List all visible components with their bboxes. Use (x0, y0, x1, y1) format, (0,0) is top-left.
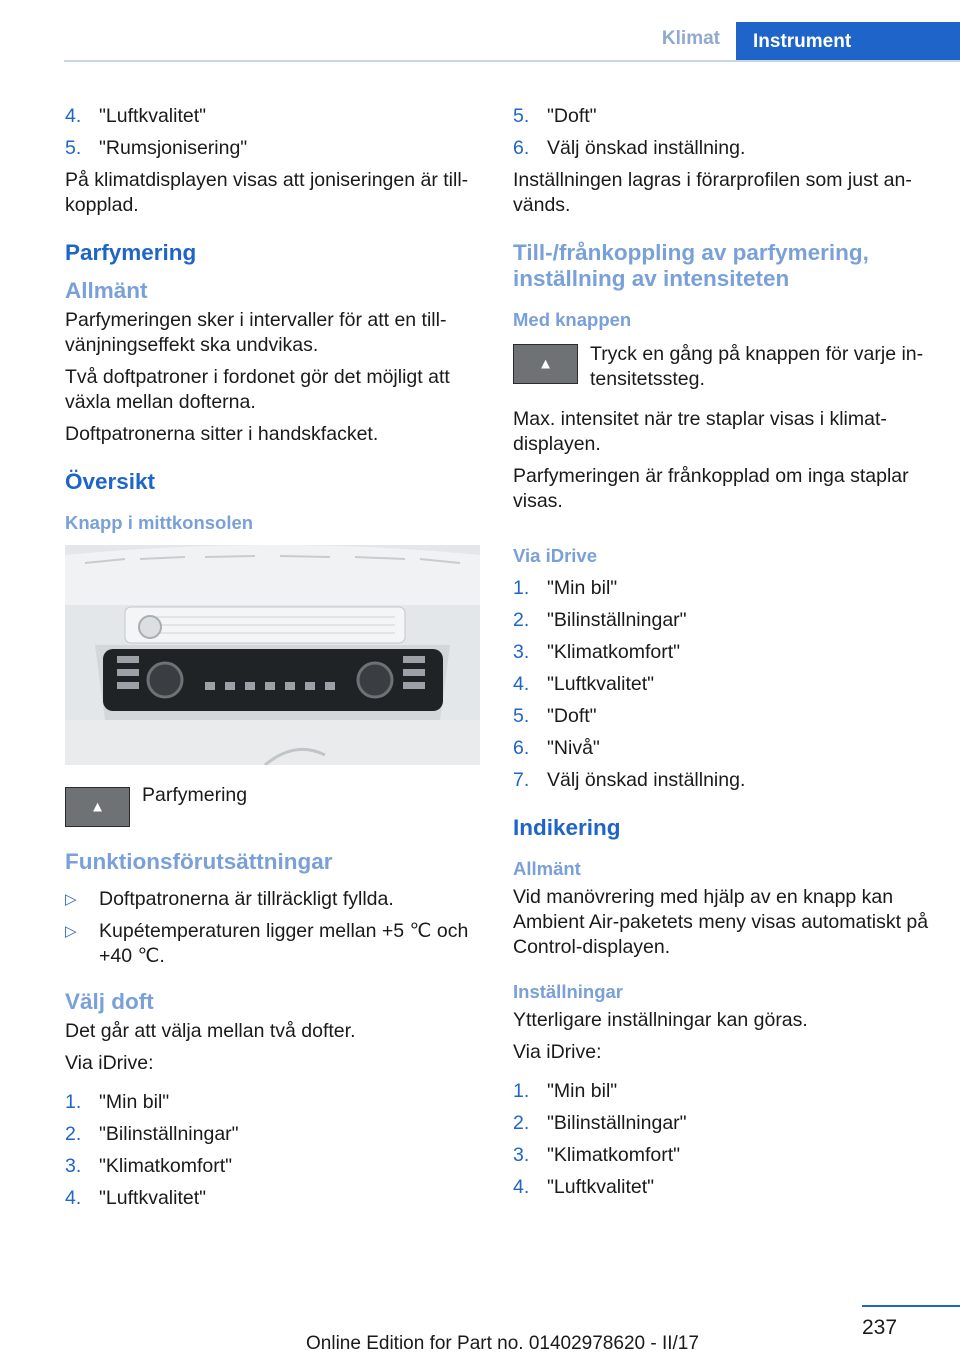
button-description: Tryck en gång på knappen för varje in-tensitetssteg. (590, 343, 924, 390)
heading-indikering: Indikering (513, 815, 621, 840)
tab-instrument[interactable]: Instrument (736, 22, 960, 60)
list-item: 3. "Klimatkomfort" (513, 1144, 681, 1166)
list-item: 3. "Klimatkomfort" (65, 1155, 233, 1177)
paragraph: Ytterligare inställningar kan göras. (513, 1009, 808, 1031)
paragraph: Parfymeringen sker i intervaller för att en till-vänjningseffekt ska undvikas. (65, 309, 447, 356)
header-rule (64, 60, 960, 62)
heading-funktion: Funktionsförutsättningar (65, 849, 333, 874)
intensity-button-row (513, 342, 933, 399)
perfume-button-icon: ▲ (513, 344, 578, 384)
left-column (65, 104, 483, 1218)
list-item: 4. "Luftkvalitet" (65, 1187, 207, 1209)
list-item: 6. "Nivå" (513, 737, 600, 759)
paragraph: Via iDrive: (513, 1041, 602, 1063)
parfymering-button-row (65, 785, 483, 827)
console-photo (65, 545, 480, 765)
list-item: 4. "Luftkvalitet" (513, 1176, 655, 1198)
list-item: 6. Välj önskad inställning. (513, 137, 746, 159)
paragraph: Max. intensitet när tre staplar visas i klimat-displayen. (513, 408, 887, 455)
heading-oversikt: Översikt (65, 469, 156, 494)
page-number: 237 (862, 1316, 898, 1339)
list-item: 2. "Bilinställningar" (513, 1112, 687, 1134)
list-item: 1. "Min bil" (65, 1091, 170, 1113)
paragraph: Två doftpatroner i fordonet gör det möjligt att växla mellan dofterna. (65, 366, 450, 413)
footer-edition: Online Edition for Part no. 01402978620 - II/17 (306, 1333, 699, 1354)
list-item: 4. "Luftkvalitet" (65, 105, 207, 127)
paragraph: Inställningen lagras i förarprofilen som just an-vänds. (513, 169, 912, 216)
list-item: 5. "Doft" (513, 705, 597, 727)
paragraph: Det går att välja mellan två dofter. (65, 1020, 356, 1042)
right-column (513, 104, 933, 1207)
heading-allmant: Allmänt (513, 858, 581, 879)
paragraph: Parfymeringen är frånkopplad om inga staplar visas. (513, 465, 909, 512)
list-item: 3. "Klimatkomfort" (513, 641, 681, 663)
heading-installningar: Inställningar (513, 981, 623, 1002)
list-item: 5. "Rumsjonisering" (65, 137, 248, 159)
heading-allmant: Allmänt (65, 278, 148, 303)
paragraph: Via iDrive: (65, 1052, 154, 1074)
tab-klimat[interactable]: Klimat (661, 28, 720, 49)
list-item: 1. "Min bil" (513, 1080, 618, 1102)
list-item: 2. "Bilinställningar" (513, 609, 687, 631)
heading-knapp: Knapp i mittkonsolen (65, 512, 254, 533)
heading-valj-doft: Välj doft (65, 989, 154, 1014)
list-item: 1. "Min bil" (513, 577, 618, 599)
list-item: 5. "Doft" (513, 105, 597, 127)
bullet-item: ▷ Kupétemperaturen ligger mellan +5 ℃ och +40 ℃. (65, 920, 469, 967)
console-illustration (65, 545, 480, 765)
list-item: 7. Välj önskad inställning. (513, 769, 746, 791)
page-number-rule (862, 1305, 960, 1307)
heading-med-knappen: Med knappen (513, 309, 632, 330)
list-item: 2. "Bilinställningar" (65, 1123, 239, 1145)
heading-via-idrive: Via iDrive (513, 545, 597, 566)
list-item: 4. "Luftkvalitet" (513, 673, 655, 695)
perfume-button-icon: ▲ (65, 787, 130, 827)
paragraph: Doftpatronerna sitter i handskfacket. (65, 423, 379, 445)
heading-till-fran: Till-/frånkoppling av parfymering, inställning av intensiteten (513, 240, 869, 291)
paragraph: Vid manövrering med hjälp av en knapp kan Ambient Air-paketets meny visas automatiskt på Control-displayen. (513, 886, 929, 958)
bullet-item: ▷ Doftpatronerna är tillräckligt fyllda. (65, 888, 394, 910)
heading-parfymering: Parfymering (65, 240, 197, 265)
paragraph: På klimatdisplayen visas att joniseringen är till-kopplad. (65, 169, 469, 216)
button-caption: Parfymering (142, 784, 248, 806)
